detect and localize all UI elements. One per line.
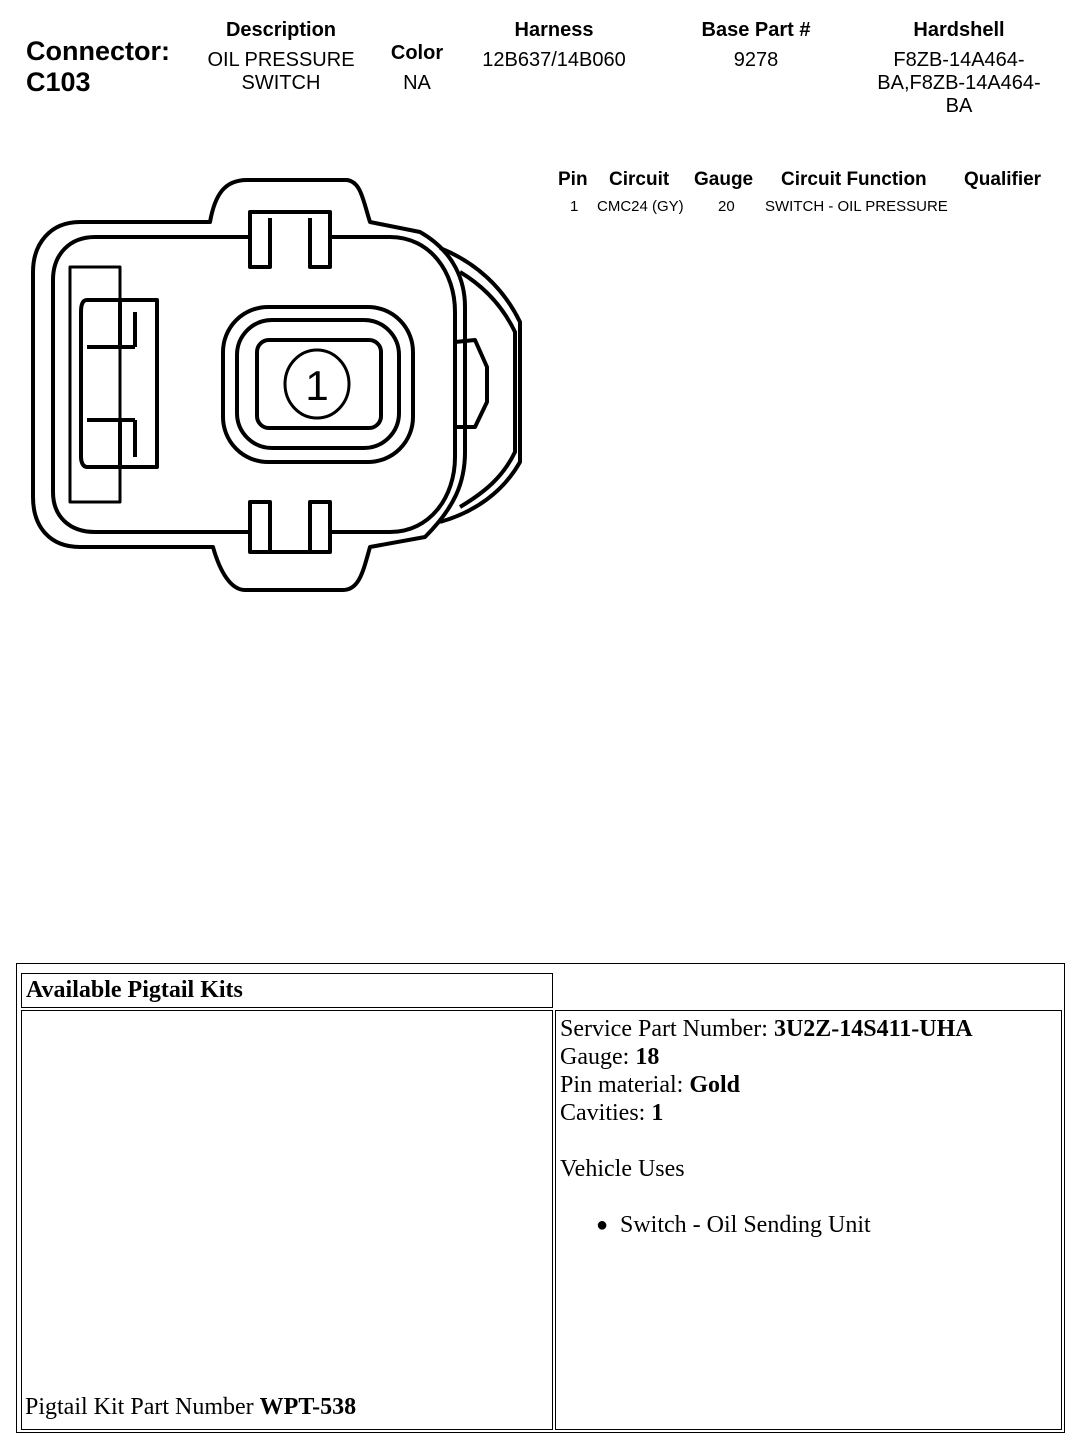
col-circuit: Circuit bbox=[609, 169, 670, 190]
base-part-value: 9278 bbox=[733, 49, 779, 71]
connector-id: C103 bbox=[26, 67, 91, 97]
bottom-key bbox=[250, 502, 330, 550]
pin-circuit: CMC24 (GY) bbox=[597, 198, 684, 215]
hardshell-value-2: BA,F8ZB-14A464- bbox=[877, 72, 1041, 94]
description-field bbox=[196, 19, 366, 95]
connector-label: Connector: bbox=[26, 36, 170, 66]
col-qualifier: Qualifier bbox=[964, 169, 1042, 190]
pin-material-label: Pin material: bbox=[560, 1072, 690, 1098]
gauge-value: 18 bbox=[635, 1044, 660, 1070]
hardshell-value-3: BA bbox=[945, 95, 973, 117]
description-value-2: SWITCH bbox=[241, 72, 321, 94]
harness-label: Harness bbox=[514, 19, 594, 41]
color-value: NA bbox=[403, 72, 431, 94]
description-value-1: OIL PRESSURE bbox=[207, 49, 355, 71]
service-part-label: Service Part Number: bbox=[560, 1016, 774, 1042]
vehicle-uses-list bbox=[560, 1211, 1057, 1239]
harness-field bbox=[464, 19, 644, 72]
pin-material-line bbox=[560, 1071, 1057, 1099]
color-field bbox=[377, 42, 457, 95]
pin-function: SWITCH - OIL PRESSURE bbox=[765, 198, 948, 215]
hardshell-value-1: F8ZB-14A464- bbox=[893, 49, 1025, 71]
hardshell-field bbox=[864, 19, 1054, 118]
description-label: Description bbox=[225, 19, 337, 41]
pigtail-kit-left-cell bbox=[21, 1010, 553, 1430]
base-part-field bbox=[681, 19, 831, 72]
pin-number: 1 bbox=[570, 198, 579, 215]
cavities-value: 1 bbox=[651, 1100, 664, 1126]
service-part-value: 3U2Z-14S411-UHA bbox=[773, 1016, 973, 1042]
gauge-line bbox=[560, 1043, 1057, 1071]
gauge-label: Gauge: bbox=[560, 1044, 636, 1070]
pin-gauge: 20 bbox=[718, 198, 735, 215]
col-pin: Pin bbox=[558, 169, 588, 190]
pigtail-kit-details bbox=[555, 1010, 1062, 1430]
pigtail-kit-heading: Available Pigtail Kits bbox=[21, 973, 553, 1008]
bullet-icon: ● bbox=[596, 1214, 609, 1236]
harness-value: 12B637/14B060 bbox=[482, 49, 626, 71]
cavities-label: Cavities: bbox=[560, 1100, 652, 1126]
connector-face-diagram bbox=[25, 172, 535, 597]
pigtail-kit-part-number bbox=[25, 1394, 356, 1421]
cavities-line bbox=[560, 1099, 1057, 1127]
vehicle-use-text: Switch - Oil Sending Unit bbox=[620, 1212, 871, 1238]
pigtail-kit-part-label: Pigtail Kit Part Number bbox=[25, 1394, 260, 1420]
left-latch-detail bbox=[87, 300, 135, 467]
top-key bbox=[250, 218, 330, 267]
base-part-label: Base Part # bbox=[701, 19, 811, 41]
right-tab bbox=[455, 340, 487, 427]
hardshell-label: Hardshell bbox=[913, 19, 1005, 41]
col-circuit-function: Circuit Function bbox=[781, 169, 927, 190]
col-gauge: Gauge bbox=[694, 169, 754, 190]
pin-label: 1 bbox=[305, 362, 329, 409]
color-label: Color bbox=[390, 42, 444, 64]
service-part-line bbox=[560, 1015, 1057, 1043]
vehicle-uses-heading: Vehicle Uses bbox=[560, 1156, 685, 1182]
vehicle-use-item bbox=[596, 1211, 1057, 1239]
pigtail-kit-part-value: WPT-538 bbox=[259, 1394, 357, 1420]
pin-material-value: Gold bbox=[689, 1072, 740, 1098]
connector-title bbox=[26, 36, 170, 98]
